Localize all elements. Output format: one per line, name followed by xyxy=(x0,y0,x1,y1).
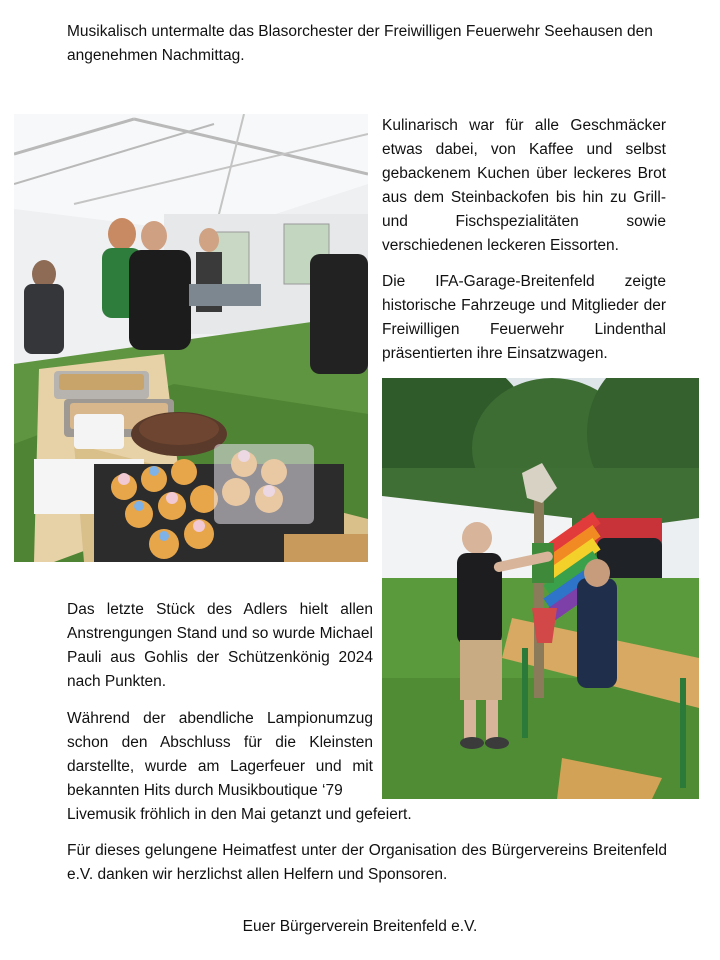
lampion-paragraph-part1: Während der abendliche Lampionumzug schon den Abschluss für die Kleinsten darstellte, wurde am Lagerfeuer und mit bekannten Hits durch Musikboutique ‘79 xyxy=(67,710,373,799)
intro-paragraph: Musikalisch untermalte das Blasorchester der Freiwilligen Feuerwehr Seehausen den angenehmen Nachmittag. xyxy=(67,23,653,64)
food-paragraph: Kulinarisch war für alle Geschmäcker etwas dabei, von Kaffee und selbst gebackenem Kuchen über leckeres Brot aus dem Steinbackofen bis hin zu Grill- und Fischspezialitäten sowie verschiedenen leckeren Eissorten. xyxy=(382,117,666,254)
lampion-paragraph-part2: Livemusik fröhlich in den Mai getanzt und gefeiert. xyxy=(67,806,412,823)
cake-buffet-tent-photo xyxy=(14,114,368,562)
ifa-paragraph: Die IFA-Garage-Breitenfeld zeigte historische Fahrzeuge und Mitglieder der Freiwilligen Feuerwehr Lindenthal präsentierten ihre Einsatzwagen. xyxy=(382,273,666,362)
adler-paragraph: Das letzte Stück des Adlers hielt allen Anstrengungen Stand und so wurde Michael Pauli aus Gohlis der Schützenkönig 2024 nach Punkten. xyxy=(67,601,373,690)
signature: Euer Bürgerverein Breitenfeld e.V. xyxy=(242,918,478,935)
eagle-target-photo xyxy=(382,378,699,799)
thanks-paragraph: Für dieses gelungene Heimatfest unter der Organisation des Bürgervereins Breitenfeld e.V. danken wir herzlichst allen Helfern und Sponsoren. xyxy=(67,842,667,883)
